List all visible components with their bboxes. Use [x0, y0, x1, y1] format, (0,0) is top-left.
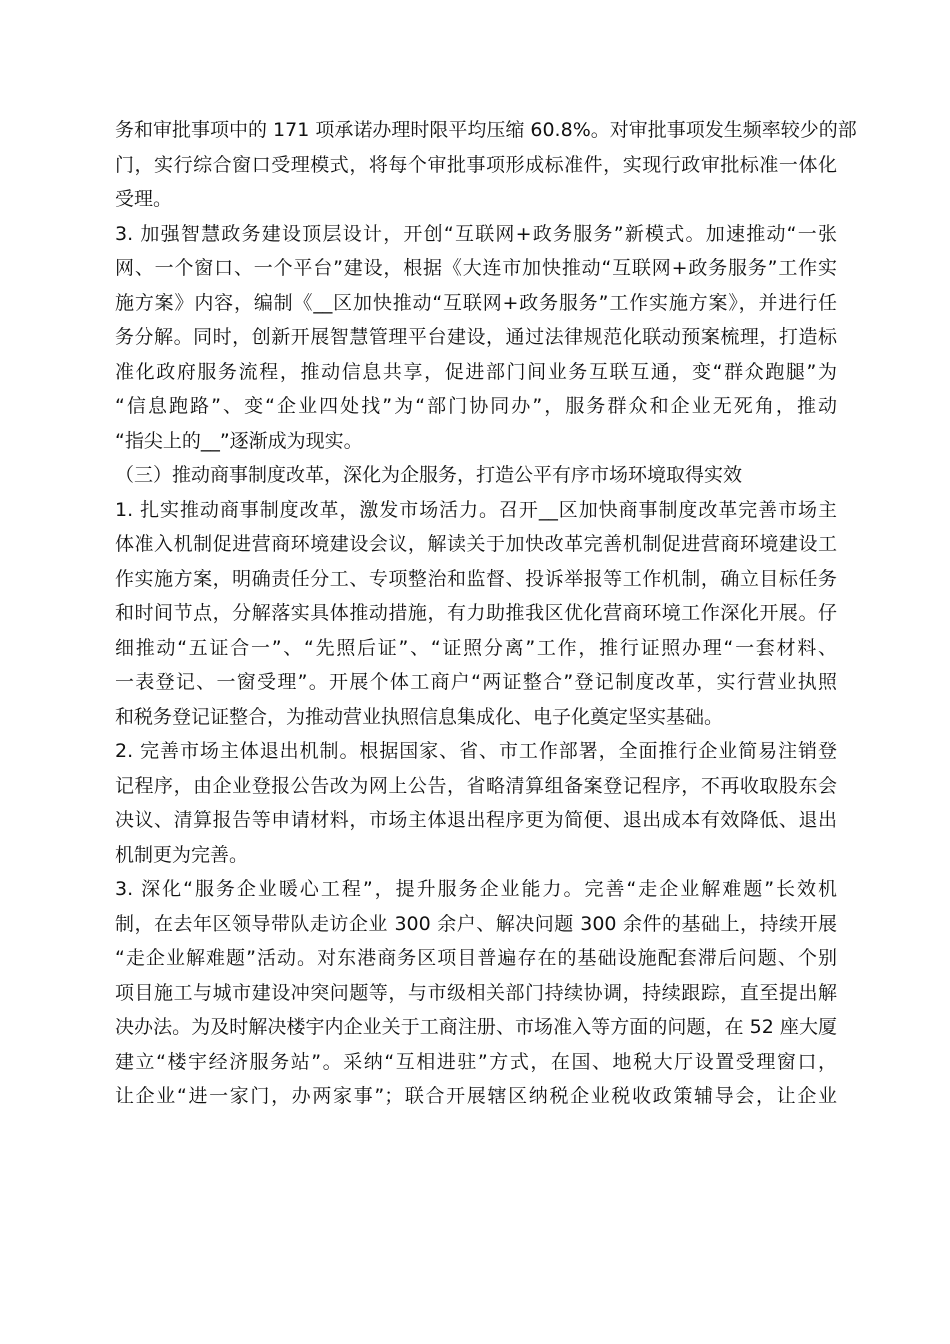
text-line: “走企业解难题”活动。对东港商务区项目普遍存在的基础设施配套滞后问题、个别 — [115, 947, 837, 969]
text-line: 2. 完善市场主体退出机制。根据国家、省、市工作部署，全面推行企业简易注销登 — [115, 740, 837, 762]
text-line: 细推动“五证合一”、“先照后证”、“证照分离”工作，推行证照办理“一套材料、 — [115, 636, 837, 659]
text-line: 1. 扎实推动商事制度改革，激发市场活力。召开__区加快商事制度改革完善市场主 — [115, 498, 837, 521]
text-line: 制，在去年区领导带队走访企业 300 余户、解决问题 300 余件的基础上，持续开展 — [115, 912, 837, 935]
text-line: 体准入机制促进营商环境建设会议，解读关于加快改革完善机制促进营商环境建设工 — [115, 533, 837, 555]
text-line: 决办法。为及时解决楼宇内企业关于工商注册、市场准入等方面的问题，在 52 座大厦 — [115, 1016, 837, 1038]
text-line: 网、一个窗口、一个平台”建设，根据《大连市加快推动“互联网+政务服务”工作实 — [115, 257, 837, 279]
text-line: 项目施工与城市建设冲突问题等，与市级相关部门持续协调，持续跟踪，直至提出解 — [115, 981, 837, 1004]
text-line: 门，实行综合窗口受理模式，将每个审批事项形成标准件，实现行政审批标准一体化 — [115, 153, 837, 176]
text-line: 一表登记、一窗受理”。开展个体工商户“两证整合”登记制度改革，实行营业执照 — [115, 671, 837, 693]
section-heading: （三）推动商事制度改革，深化为企服务，打造公平有序市场环境取得实效 — [115, 464, 743, 486]
text-line: 准化政府服务流程，推动信息共享，促进部门间业务互联互通，变“群众跑腿”为 — [115, 360, 837, 383]
text-line: 务分解。同时，创新开展智慧管理平台建设，通过法律规范化联动预案梳理，打造标 — [115, 326, 837, 348]
text-line: 让企业“进一家门，办两家事”；联合开展辖区纳税企业税收政策辅导会，让企业 — [115, 1085, 837, 1107]
text-line: “信息跑路”、变“企业四处找”为“部门协同办”，服务群众和企业无死角，推动 — [115, 395, 837, 417]
text-line: 和时间节点，分解落实具体推动措施，有力助推我区优化营商环境工作深化开展。仔 — [115, 602, 837, 624]
text-line: 建立“楼宇经济服务站”。采纳“互相进驻”方式，在国、地税大厅设置受理窗口， — [115, 1050, 837, 1073]
document-body — [115, 113, 857, 1114]
text-line: 3. 加强智慧政务建设顶层设计，开创“互联网+政务服务”新模式。加速推动“一张 — [115, 222, 837, 245]
text-line: 和税务登记证整合，为推动营业执照信息集成化、电子化奠定坚实基础。 — [115, 705, 724, 728]
text-line: 3. 深化“服务企业暖心工程”，提升服务企业能力。完善“走企业解难题”长效机 — [115, 878, 837, 900]
text-line: 施方案》内容，编制《__区加快推动“互联网+政务服务”工作实施方案》，并进行任 — [115, 291, 837, 314]
text-line: 受理。 — [115, 188, 173, 210]
text-line: 务和审批事项中的 171 项承诺办理时限平均压缩 60.8%。对审批事项发生频率较少的部 — [115, 119, 857, 141]
text-line: 决议、清算报告等申请材料，市场主体退出程序更为简便、退出成本有效降低、退出 — [115, 809, 837, 831]
text-line: 机制更为完善。 — [115, 843, 249, 866]
text-line: “指尖上的__”逐渐成为现实。 — [115, 429, 363, 452]
text-line: 记程序，由企业登报公告改为网上公告，省略清算组备案登记程序，不再收取股东会 — [115, 774, 837, 797]
text-line: 作实施方案，明确责任分工、专项整治和监督、投诉举报等工作机制，确立目标任务 — [115, 567, 837, 590]
